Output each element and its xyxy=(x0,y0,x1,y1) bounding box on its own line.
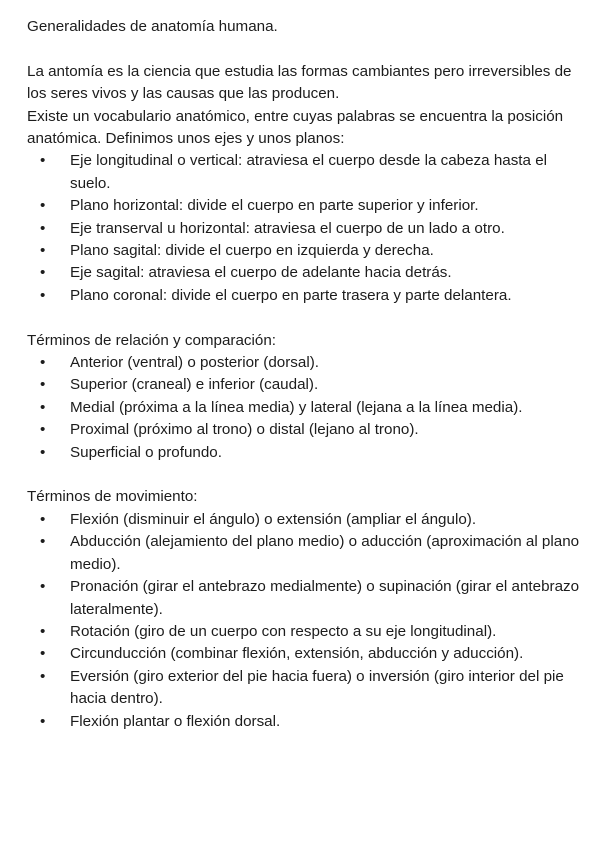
bullet-icon: • xyxy=(40,219,46,237)
bullet-icon: • xyxy=(40,398,46,416)
bullet-icon: • xyxy=(40,645,46,663)
bullet-icon: • xyxy=(40,667,46,685)
list-item: • Plano sagital: divide el cuerpo en izquierda y derecha. xyxy=(27,240,581,262)
list-item: • Abducción (alejamiento del plano medio) o aducción (aproximación al plano medio). xyxy=(40,533,580,573)
list-item: • Eje transerval u horizontal: atraviesa el cuerpo de un lado a otro. xyxy=(27,218,581,240)
bullet-icon: • xyxy=(40,354,46,372)
bullet-icon: • xyxy=(40,242,46,260)
axes-planes-list xyxy=(27,150,581,307)
bullet-icon: • xyxy=(40,197,46,215)
bullet-icon: • xyxy=(40,443,46,461)
relation-terms-list xyxy=(27,352,581,464)
list-item: • Flexión plantar o flexión dorsal. xyxy=(27,711,581,733)
bullet-icon: • xyxy=(40,376,46,394)
list-item: • Flexión (disminuir el ángulo) o extensión (ampliar el ángulo). xyxy=(27,509,581,531)
bullet-icon: • xyxy=(40,578,46,596)
list-item: • Rotación (giro de un cuerpo con respecto a su eje longitudinal). xyxy=(27,621,581,643)
spacer xyxy=(27,307,581,329)
list-item: • Plano horizontal: divide el cuerpo en parte superior y inferior. xyxy=(27,195,581,217)
list-item: • Eversión (giro exterior del pie hacia fuera) o inversión (giro interior del pie hacia dentro). xyxy=(40,667,564,708)
list-item: • Circunducción (combinar flexión, extensión, abducción y aducción). xyxy=(27,643,581,665)
list-item: • Anterior (ventral) o posterior (dorsal). xyxy=(27,352,581,374)
list-item: • Superior (craneal) e inferior (caudal). xyxy=(27,374,581,396)
spacer xyxy=(27,464,581,486)
bullet-icon: • xyxy=(40,152,46,170)
intro-paragraph-1: La antomía es la ciencia que estudia las formas cambiantes pero irreversibles de los seres vivos y las causas que las producen. xyxy=(27,62,572,103)
bullet-icon: • xyxy=(40,533,46,551)
document-title: Generalidades de anatomía humana. xyxy=(27,18,278,35)
bullet-icon: • xyxy=(40,712,46,730)
intro-paragraph-2: Existe un vocabulario anatómico, entre cuyas palabras se encuentra la posición anatómica. Definimos unos ejes y unos planos: xyxy=(27,107,564,148)
movement-heading: Términos de movimiento: xyxy=(27,488,198,506)
relation-heading: Términos de relación y comparación: xyxy=(27,331,277,349)
list-item: • Plano coronal: divide el cuerpo en parte trasera y parte delantera. xyxy=(27,285,581,307)
list-item: • Proximal (próximo al trono) o distal (lejano al trono). xyxy=(27,419,581,441)
bullet-icon: • xyxy=(40,622,46,640)
list-item: • Superficial o profundo. xyxy=(27,442,581,464)
bullet-icon: • xyxy=(40,286,46,304)
bullet-icon: • xyxy=(40,510,46,528)
list-item: • Medial (próxima a la línea media) y lateral (lejana a la línea media). xyxy=(27,397,581,419)
movement-terms-list xyxy=(27,509,581,733)
bullet-icon: • xyxy=(40,264,46,282)
list-item: • Pronación (girar el antebrazo medialmente) o supinación (girar el antebrazo lateralmente). xyxy=(40,578,580,618)
list-item: • Eje longitudinal o vertical: atraviesa el cuerpo desde la cabeza hasta el suelo. xyxy=(40,152,548,192)
list-item: • Eje sagital: atraviesa el cuerpo de adelante hacia detrás. xyxy=(27,262,581,284)
spacer xyxy=(27,38,581,60)
bullet-icon: • xyxy=(40,421,46,439)
